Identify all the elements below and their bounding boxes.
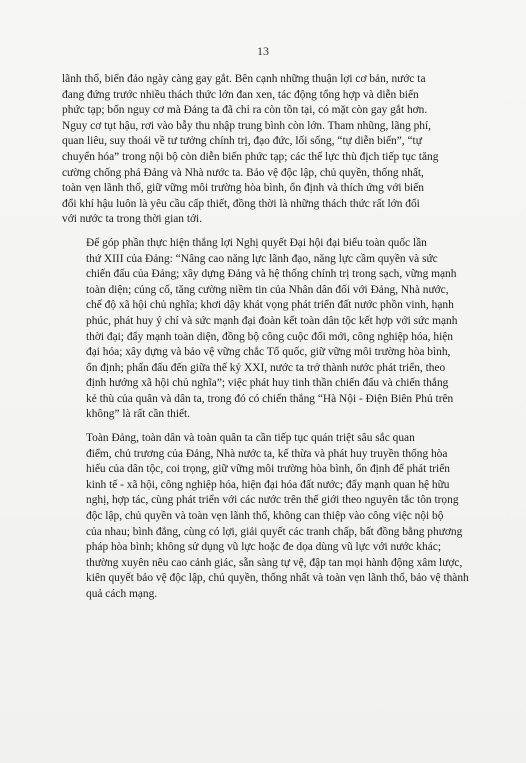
text-line: Nguy cơ tụt hậu, rơi vào bẫy thu nhập trung bình còn lớn. Tham nhũng, lãng phí, <box>62 119 432 132</box>
text-line: pháp hòa bình; không sử dụng vũ lực hoặc đe dọa dùng vũ lực với nước khác; <box>86 541 441 554</box>
text-line: nghị, hợp tác, cùng phát triển với các nước trên thế giới theo nguyên tắc tôn trọng <box>86 494 459 507</box>
text-line: cường chống phá Đảng và Nhà nước ta. Bảo vệ độc lập, chủ quyền, thống nhất, <box>62 166 424 179</box>
text-line: đại hóa; xây dựng và bảo vệ vững chắc Tổ quốc, giữ vững môi trường hòa bình, <box>86 346 451 359</box>
text-line: không” là rất cần thiết. <box>86 408 191 421</box>
text-line: thứ XIII của Đảng: “Nâng cao năng lực lãnh đạo, năng lực cầm quyền và sức <box>86 252 438 265</box>
text-line: thường xuyên nêu cao cảnh giác, sẵn sàng tự vệ, đập tan mọi hành động xâm lược, <box>86 556 463 569</box>
paragraph <box>62 236 474 423</box>
text-line: chế độ xã hội chủ nghĩa; khơi dậy khát vọng phát triển đất nước phồn vinh, hạnh <box>86 299 454 312</box>
text-line: toàn diện; củng cố, tăng cường niềm tin của Nhân dân đối với Đảng, Nhà nước, <box>86 283 449 296</box>
text-line: Để góp phần thực hiện thắng lợi Nghị quyết Đại hội đại biểu toàn quốc lần <box>86 236 427 249</box>
text-line: kinh tế - xã hội, công nghiệp hóa, hiện đại hóa đất nước; đẩy mạnh quan hệ hữu <box>86 478 450 491</box>
text-line: chuyển hóa” trong nội bộ còn diễn biến phức tạp; các thế lực thù địch tiếp tục tăng <box>62 150 439 163</box>
text-line: thời đại; đẩy mạnh toàn diện, đồng bộ công cuộc đổi mới, công nghiệp hóa, hiện <box>86 330 453 343</box>
text-line: quả cách mạng. <box>86 588 158 600</box>
text-line: đổi khí hậu luôn là yêu cầu cấp thiết, đồng thời là những thách thức rất lớn đối <box>62 197 420 210</box>
text-line: quan liêu, suy thoái về tư tưởng chính trị, đạo đức, lối sống, “tự diễn biến”, “tự <box>62 135 422 148</box>
text-line: ổn định; phấn đấu đến giữa thế kỷ XXI, nước ta trở thành nước phát triển, theo <box>86 361 446 374</box>
text-line: điểm, chủ trương của Đảng, Nhà nước ta, kế thừa và phát huy truyền thống hòa <box>86 447 448 460</box>
paragraph <box>62 431 474 603</box>
text-line: đang đứng trước nhiều thách thức lớn đan xen, tác động tổng hợp và diễn biến <box>62 88 419 101</box>
text-line: hiếu của dân tộc, coi trọng, giữ vững môi trường hòa bình, ổn định để phát triển <box>86 463 450 476</box>
text-line: định hướng xã hội chủ nghĩa”; việc phát huy tinh thần chiến đấu và chiến thắng <box>86 377 449 390</box>
text-line: độc lập, chủ quyền và toàn vẹn lãnh thổ, không can thiệp vào công việc nội bộ <box>86 510 444 523</box>
text-line: toàn vẹn lãnh thổ, giữ vững môi trường hòa bình, ổn định và thích ứng với biến <box>62 182 424 195</box>
text-line: phúc, phát huy ý chí và sức mạnh đại đoàn kết toàn dân tộc kết hợp với sức mạnh <box>86 314 458 327</box>
paragraph <box>62 72 474 228</box>
body-text <box>62 72 474 603</box>
page-number: 13 <box>257 44 269 58</box>
text-line: Toàn Đảng, toàn dân và toàn quân ta cần tiếp tục quán triệt sâu sắc quan <box>86 432 415 445</box>
text-line: lãnh thổ, biển đảo ngày càng gay gắt. Bên cạnh những thuận lợi cơ bản, nước ta <box>62 73 426 85</box>
text-line: kẻ thù của quân và dân ta, trong đó có chiến thắng “Hà Nội - Điện Biên Phủ trên <box>86 392 454 405</box>
text-line: phức tạp; bốn nguy cơ mà Đảng ta đã chỉ ra còn tồn tại, có mặt còn gay gắt hơn. <box>62 104 428 117</box>
text-line: với nước ta trong thời gian tới. <box>62 213 203 226</box>
text-line: chiến đấu của Đảng; xây dựng Đảng và hệ thống chính trị trong sạch, vững mạnh <box>86 268 457 281</box>
text-line: kiên quyết bảo vệ độc lập, chủ quyền, thống nhất và toàn vẹn lãnh thổ, bảo vệ thành <box>86 572 469 585</box>
text-line: của nhau; bình đẳng, cùng có lợi, giải quyết các tranh chấp, bất đồng bằng phương <box>86 525 463 538</box>
